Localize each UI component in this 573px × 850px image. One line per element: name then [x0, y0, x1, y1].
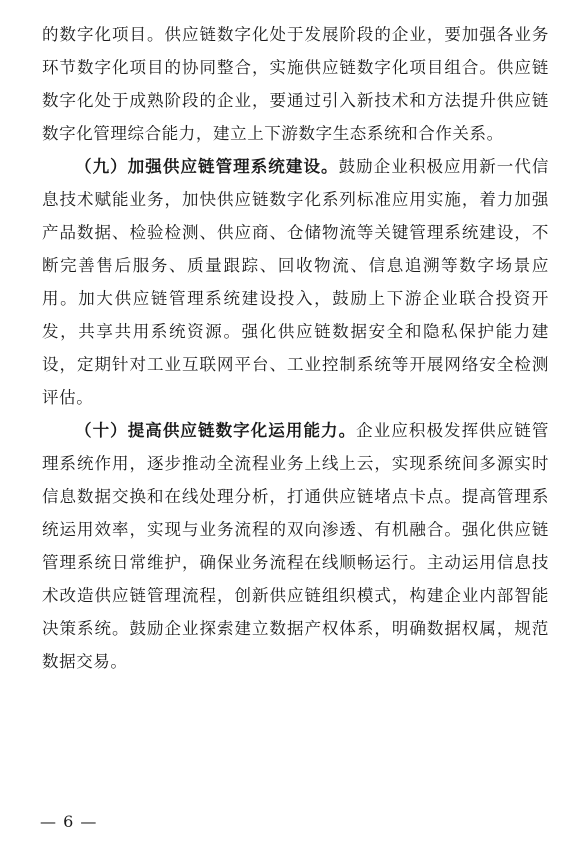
section-heading-nine: （九）加强供应链管理系统建设。: [75, 157, 339, 176]
paragraph-section-ten: [42, 414, 549, 678]
paragraph-text: 企业应积极发挥供应链管理系统作用，逐步推动全流程业务上线上云，实现系统间多源实时信息数据交换和在线处理分析，打通供应链堵点卡点。提高管理系统运用效率，实现与业务流程的双向渗透、有机融合。强化供应链管理系统日常维护，确保业务流程在线顺畅运行。主动运用信息技术改造供应链管理流程，创新供应链组织模式，构建企业内部智能决策系统。鼓励企业探索建立数据产权体系，明确数据权属，规范数据交易。: [42, 421, 549, 671]
section-heading-ten: （十）提高供应链数字化运用能力。: [75, 421, 357, 440]
paragraph-section-nine: [42, 150, 549, 414]
document-body: [42, 18, 549, 678]
page-number: — 6 —: [40, 812, 98, 831]
paragraph-continuation: [42, 18, 549, 150]
paragraph-text: 鼓励企业积极应用新一代信息技术赋能业务，加快供应链数字化系列标准应用实施，着力加强产品数据、检验检测、供应商、仓储物流等关键管理系统建设，不断完善售后服务、质量跟踪、回收物流、信息追溯等数字场景应用。加大供应链管理系统建设投入，鼓励上下游企业联合投资开发，共享共用系统资源。强化供应链数据安全和隐私保护能力建设，定期针对工业互联网平台、工业控制系统等开展网络安全检测评估。: [42, 157, 550, 407]
paragraph-text: 的数字化项目。供应链数字化处于发展阶段的企业，要加强各业务环节数字化项目的协同整合，实施供应链数字化项目组合。供应链数字化处于成熟阶段的企业，要通过引入新技术和方法提升供应链数字化管理综合能力，建立上下游数字生态系统和合作关系。: [42, 25, 549, 143]
